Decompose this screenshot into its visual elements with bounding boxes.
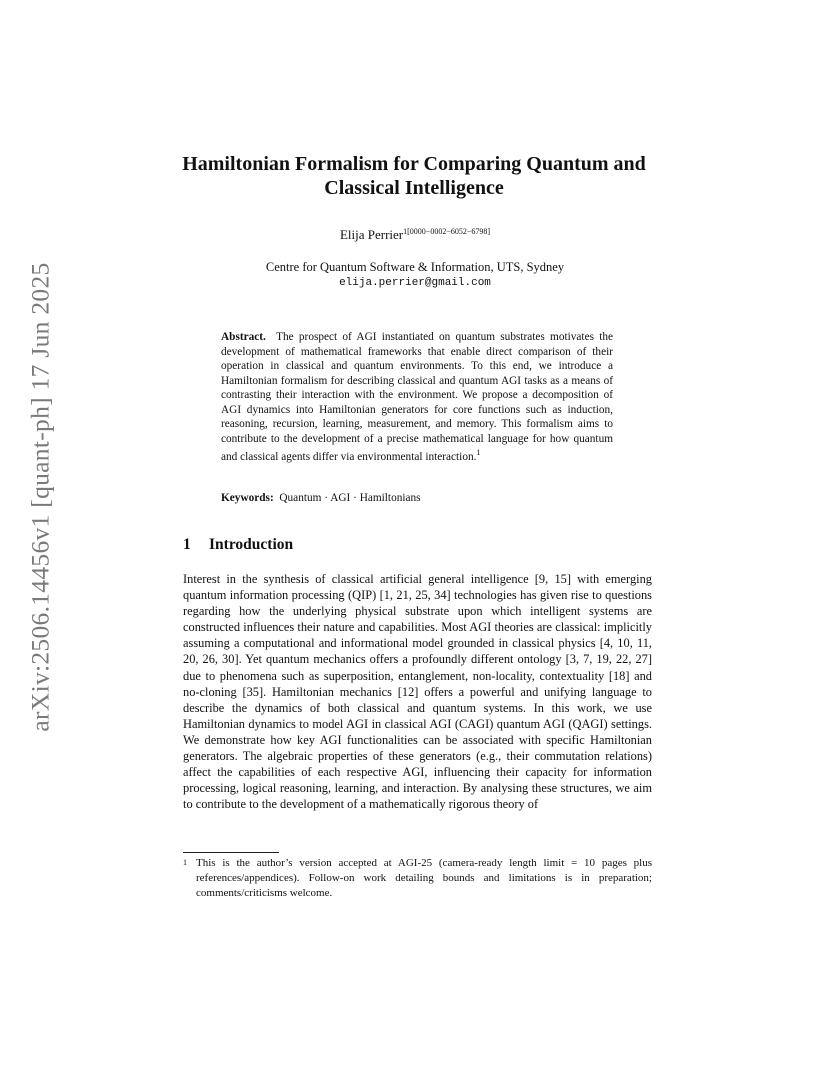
arxiv-identifier-text: arXiv:2506.14456v1 [quant-ph] 17 Jun 2025	[26, 262, 55, 732]
footnote-text: This is the author’s version accepted at AGI-25 (camera-ready length limit = 10 pages plus references/appendices). Follow-on work detailing bounds and limitations is in preparation; comments/criticisms welcome.	[196, 857, 652, 899]
author-email: elija.perrier@gmail.com	[339, 277, 491, 289]
author-orcid: 1[0000−0002−6052−6798]	[403, 227, 491, 236]
keywords-label: Keywords:	[221, 492, 274, 504]
section-heading	[183, 536, 293, 554]
introduction-paragraph: Interest in the synthesis of classical artificial general intelligence [9, 15] with emerging quantum information processing (QIP) [1, 21, 25, 34] technologies has given rise to questions regarding how the underlying physical substrate upon which intelligent systems are constructed influences their nature and capabilities. Most AGI theories are classical: implicitly assuming a computational and informational model grounded in classical physics [4, 10, 11, 20, 26, 30]. Yet quantum mechanics offers a profoundly different ontology [3, 7, 19, 22, 27] due to phenomena such as superposition, entanglement, non-locality, contextuality [18] and no-cloning [35]. Hamiltonian mechanics [12] offers a powerful and unifying language to describe the dynamics of both classical and quantum systems. In this work, we use Hamiltonian dynamics to model AGI in classical AGI (CAGI) quantum AGI (QAGI) settings. We demonstrate how key AGI functionalities can be associated with specific Hamiltonian generators. The algebraic properties of these generators (e.g., their commutation relations) affect the capabilities of each respective AGI, influencing their capacity for information processing, logical reasoning, learning, and interaction. By analysing these structures, we aim to contribute to the development of a mathematically rigorous theory of	[183, 572, 652, 812]
keywords	[221, 492, 613, 504]
abstract-footnote-ref: 1	[476, 448, 481, 457]
affiliation-block	[200, 259, 630, 291]
paper-title: Hamiltonian Formalism for Comparing Quantum and Classical Intelligence	[182, 153, 646, 199]
section-number: 1	[183, 536, 191, 553]
footnote	[183, 856, 652, 900]
affiliation: Centre for Quantum Software & Information, UTS, Sydney	[265, 260, 565, 274]
keywords-text: Quantum · AGI · Hamiltonians	[279, 492, 421, 504]
abstract	[221, 330, 613, 464]
author-name: Elija Perrier	[339, 227, 404, 242]
abstract-text: The prospect of AGI instantiated on quantum substrates motivates the development of mathematical frameworks that enable direct comparison of their operation in classical and quantum environments. To this end, we introduce a Hamiltonian formalism for describing classical and quantum AGI tasks as a means of contrasting their interaction with the environment. We propose a decomposition of AGI dynamics into Hamiltonian generators for core functions such as induction, reasoning, recursion, learning, measurement, and memory. This formalism aims to contribute to the development of a precise mathematical language for how quantum and classical agents differ via environmental interaction.	[221, 331, 613, 463]
footnote-mark: 1	[183, 858, 187, 867]
author-line	[250, 227, 580, 243]
arxiv-identifier-stamp	[16, 262, 66, 732]
section-title: Introduction	[209, 536, 294, 553]
footnote-divider	[183, 852, 279, 853]
abstract-label: Abstract.	[221, 331, 266, 343]
